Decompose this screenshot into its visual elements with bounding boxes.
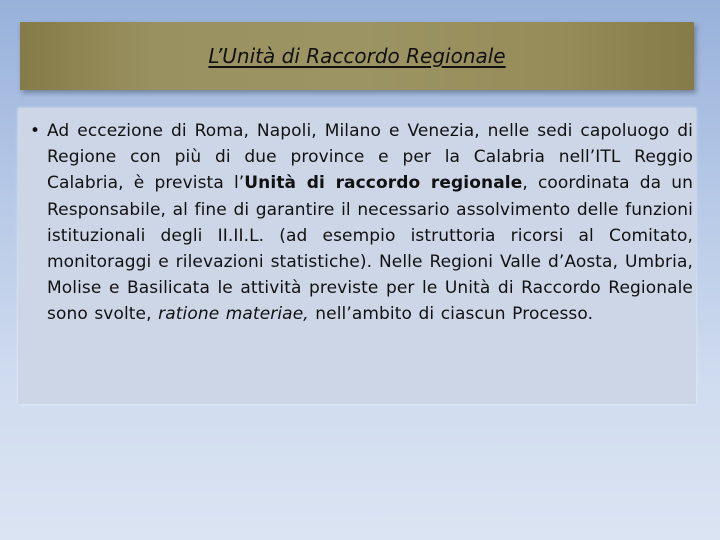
paragraph-text-1: Ad eccezione di Roma, Napoli, Milano e Venezia, nelle sedi capoluogo di Regione con più di due province e per la Calabria nell’ITL Reggio Calabria, è prevista l’ xyxy=(47,121,693,194)
bullet-paragraph xyxy=(30,118,693,328)
slide-title: L’Unità di Raccordo Regionale xyxy=(208,44,506,68)
bullet-icon: • xyxy=(30,121,41,141)
title-bar xyxy=(20,22,694,90)
paragraph-italic-term: ratione materiae, xyxy=(158,304,309,325)
paragraph-bold-term: Unità di raccordo regionale xyxy=(244,173,523,194)
paragraph-text-3: nell’ambito di ciascun Processo. xyxy=(308,304,594,325)
paragraph-text-2: , coordinata da un Responsabile, al fine di garantire il necessario assolvimento delle funzioni istituzionali degli II.II.L. (ad esempio istruttoria ricorsi al Comitato, monitoraggi e rilevazioni statistiche). Nelle Regioni Valle d’Aosta, Umbria, Molise e Basilicata le attività previste per le Unità di Raccordo Regionale sono svolte, xyxy=(47,173,693,325)
